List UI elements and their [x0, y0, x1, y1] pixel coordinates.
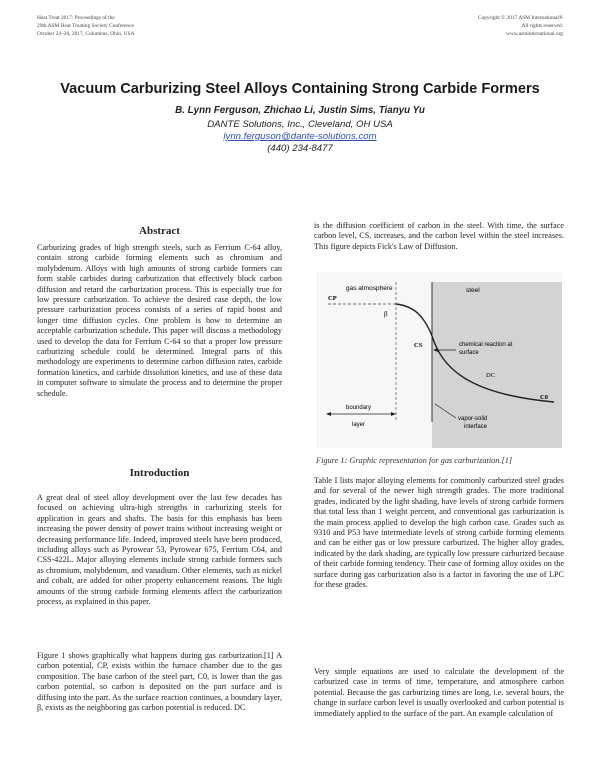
header-line: 29th ASM Heat Treating Society Conference — [37, 23, 134, 29]
carburization-diagram — [316, 272, 562, 448]
diffusion-coefficient-label: DC — [486, 372, 496, 379]
header-line: Heat Treat 2017: Proceedings of the — [37, 15, 115, 21]
figure-1 — [316, 272, 562, 448]
abstract-heading: Abstract — [139, 225, 180, 237]
paper-title: Vacuum Carburizing Steel Alloys Containing Strong Carbide Formers — [60, 81, 540, 97]
right-paragraph-1: is the diffusion coefficient of carbon in the steel. With time, the surface carbon level, CS, increases, and the carbon level within the steel increases. This figure depicts Fick's Law of Diffusion. — [314, 221, 564, 251]
carbon-potential-label: CP — [328, 295, 337, 302]
author-email-link[interactable]: lynn.ferguson@dante-solutions.com — [223, 131, 377, 142]
gas-atmosphere-label: gas atmosphere — [346, 285, 393, 292]
conference-header — [37, 14, 134, 38]
boundary-layer-label: layer — [352, 422, 366, 428]
interface-label: interface — [464, 424, 488, 430]
steel-label: steel — [466, 287, 480, 294]
affiliation: DANTE Solutions, Inc., Cleveland, OH USA — [207, 119, 393, 130]
header-line: Copyright © 2017 ASM International® — [477, 15, 563, 21]
boundary-layer-label: boundary — [346, 405, 372, 411]
interface-label: vapor-solid — [458, 416, 488, 422]
abstract-body: Carburizing grades of high strength steels, such as Ferrium C-64 alloy, contain strong carbide forming elements such as chromium and molybdenum. Alloys with high amounts of strong carbide formers can form stable carbides during carburization that effectively block carbon diffusion and retard the carburization process. This is especially true for low pressure carburization. To achieve the desired case depth, the low pressure carburization process consists of a series of rapid boost and longer time diffusion cycles. One problem is how to determine an acceptable carburization schedule. This paper will discuss a methodology used to develop the data for Ferrium C-64 so that a proper low pressure carburizing schedule could be determined. Integral parts of this methodology are experiments to determine carbon diffusion rates, carbide formation kinetics, and carbide dissolution kinetics, and use of these data in computer software to simulate the process and to determine the proper schedule. — [37, 243, 282, 398]
intro-paragraph-1: A great deal of steel alloy development over the last few decades has focused on achieving ultra-high strengths in carburizing steels for application in gears and shafts. The basis for this emphasis has been increasing the power density of power trains without increasing weight or decreasing performance life. Indeed, improved steels have been produced, including alloys such as Pyrowear 53, Pyrowear 675, Ferrium C64, and CSS-422L. Major alloying elements include strong carbide formers such as chromium, molybdenum, and vanadium. Other elements, such as nickel and cobalt, are added for other property enhancement reasons. The high amounts of the strong carbide forming elements affect the carburization process, as explained in this paper. — [37, 493, 282, 607]
author-list: B. Lynn Ferguson, Zhichao Li, Justin Sims, Tianyu Yu — [175, 105, 425, 116]
reaction-label: chemical reaction at — [459, 342, 513, 348]
intro-paragraph-2: Figure 1 shows graphically what happens during gas carburization.[1] A carbon potential, CP, exists within the furnace chamber due to the gas composition. The base carbon of the steel part, C0, is lower than the gas carbon potential, so carbon is deposited on the part surface and is diffusing into the part. As the surface reaction continues, a boundary layer, β, exists as the neighboring gas carbon potential is reduced. DC — [37, 651, 282, 713]
header-line: All rights reserved. — [521, 23, 563, 29]
phone-number: (440) 234-8477 — [267, 143, 333, 154]
steel-region — [432, 282, 562, 448]
email-line — [0, 131, 600, 142]
introduction-heading: Introduction — [129, 467, 190, 479]
right-paragraph-3: Very simple equations are used to calculate the development of the carburized case in terms of time, temperature, and atmosphere carbon potential. Because the gas carburizing times are long, i.e. several hours, the change in surface carbon level is usually overlooked and carbon potential is immediately applied to the surface of the part. An example calculation of — [314, 667, 564, 718]
reaction-label: surface — [459, 350, 479, 356]
arrow-head-icon — [391, 412, 396, 416]
header-line: www.asminternational.org — [505, 31, 563, 37]
beta-label: β — [384, 310, 388, 318]
header-line: October 24–26, 2017, Columbus, Ohio, USA — [37, 31, 135, 37]
right-paragraph-2: Table I lists major alloying elements for commonly carburized steel grades and for several of the newer high strength grades. The more traditional grades, indicated by the light shading, have levels of strong carbide formers that total less than 1 weight percent, and conventional gas carburization is the main process applied to develop the high carbon case. Grades such as 9310 and P53 have intermediate levels of strong carbide forming elements and can be either gas or low pressure carburized. The higher alloy grades, indicated by the dark shading, are typically low pressure carburized because of their carbide forming tendency. Their case of forming alloy oxides on the surface during gas carburization also is a factor in favoring the use of LPC for these grades. — [314, 476, 564, 590]
arrow-head-icon — [326, 412, 331, 416]
figure-caption: Figure 1: Graphic representation for gas carburization.[1] — [316, 456, 513, 465]
copyright-header — [478, 14, 563, 38]
base-carbon-label: C0 — [540, 394, 548, 401]
surface-carbon-label: CS — [414, 342, 423, 349]
